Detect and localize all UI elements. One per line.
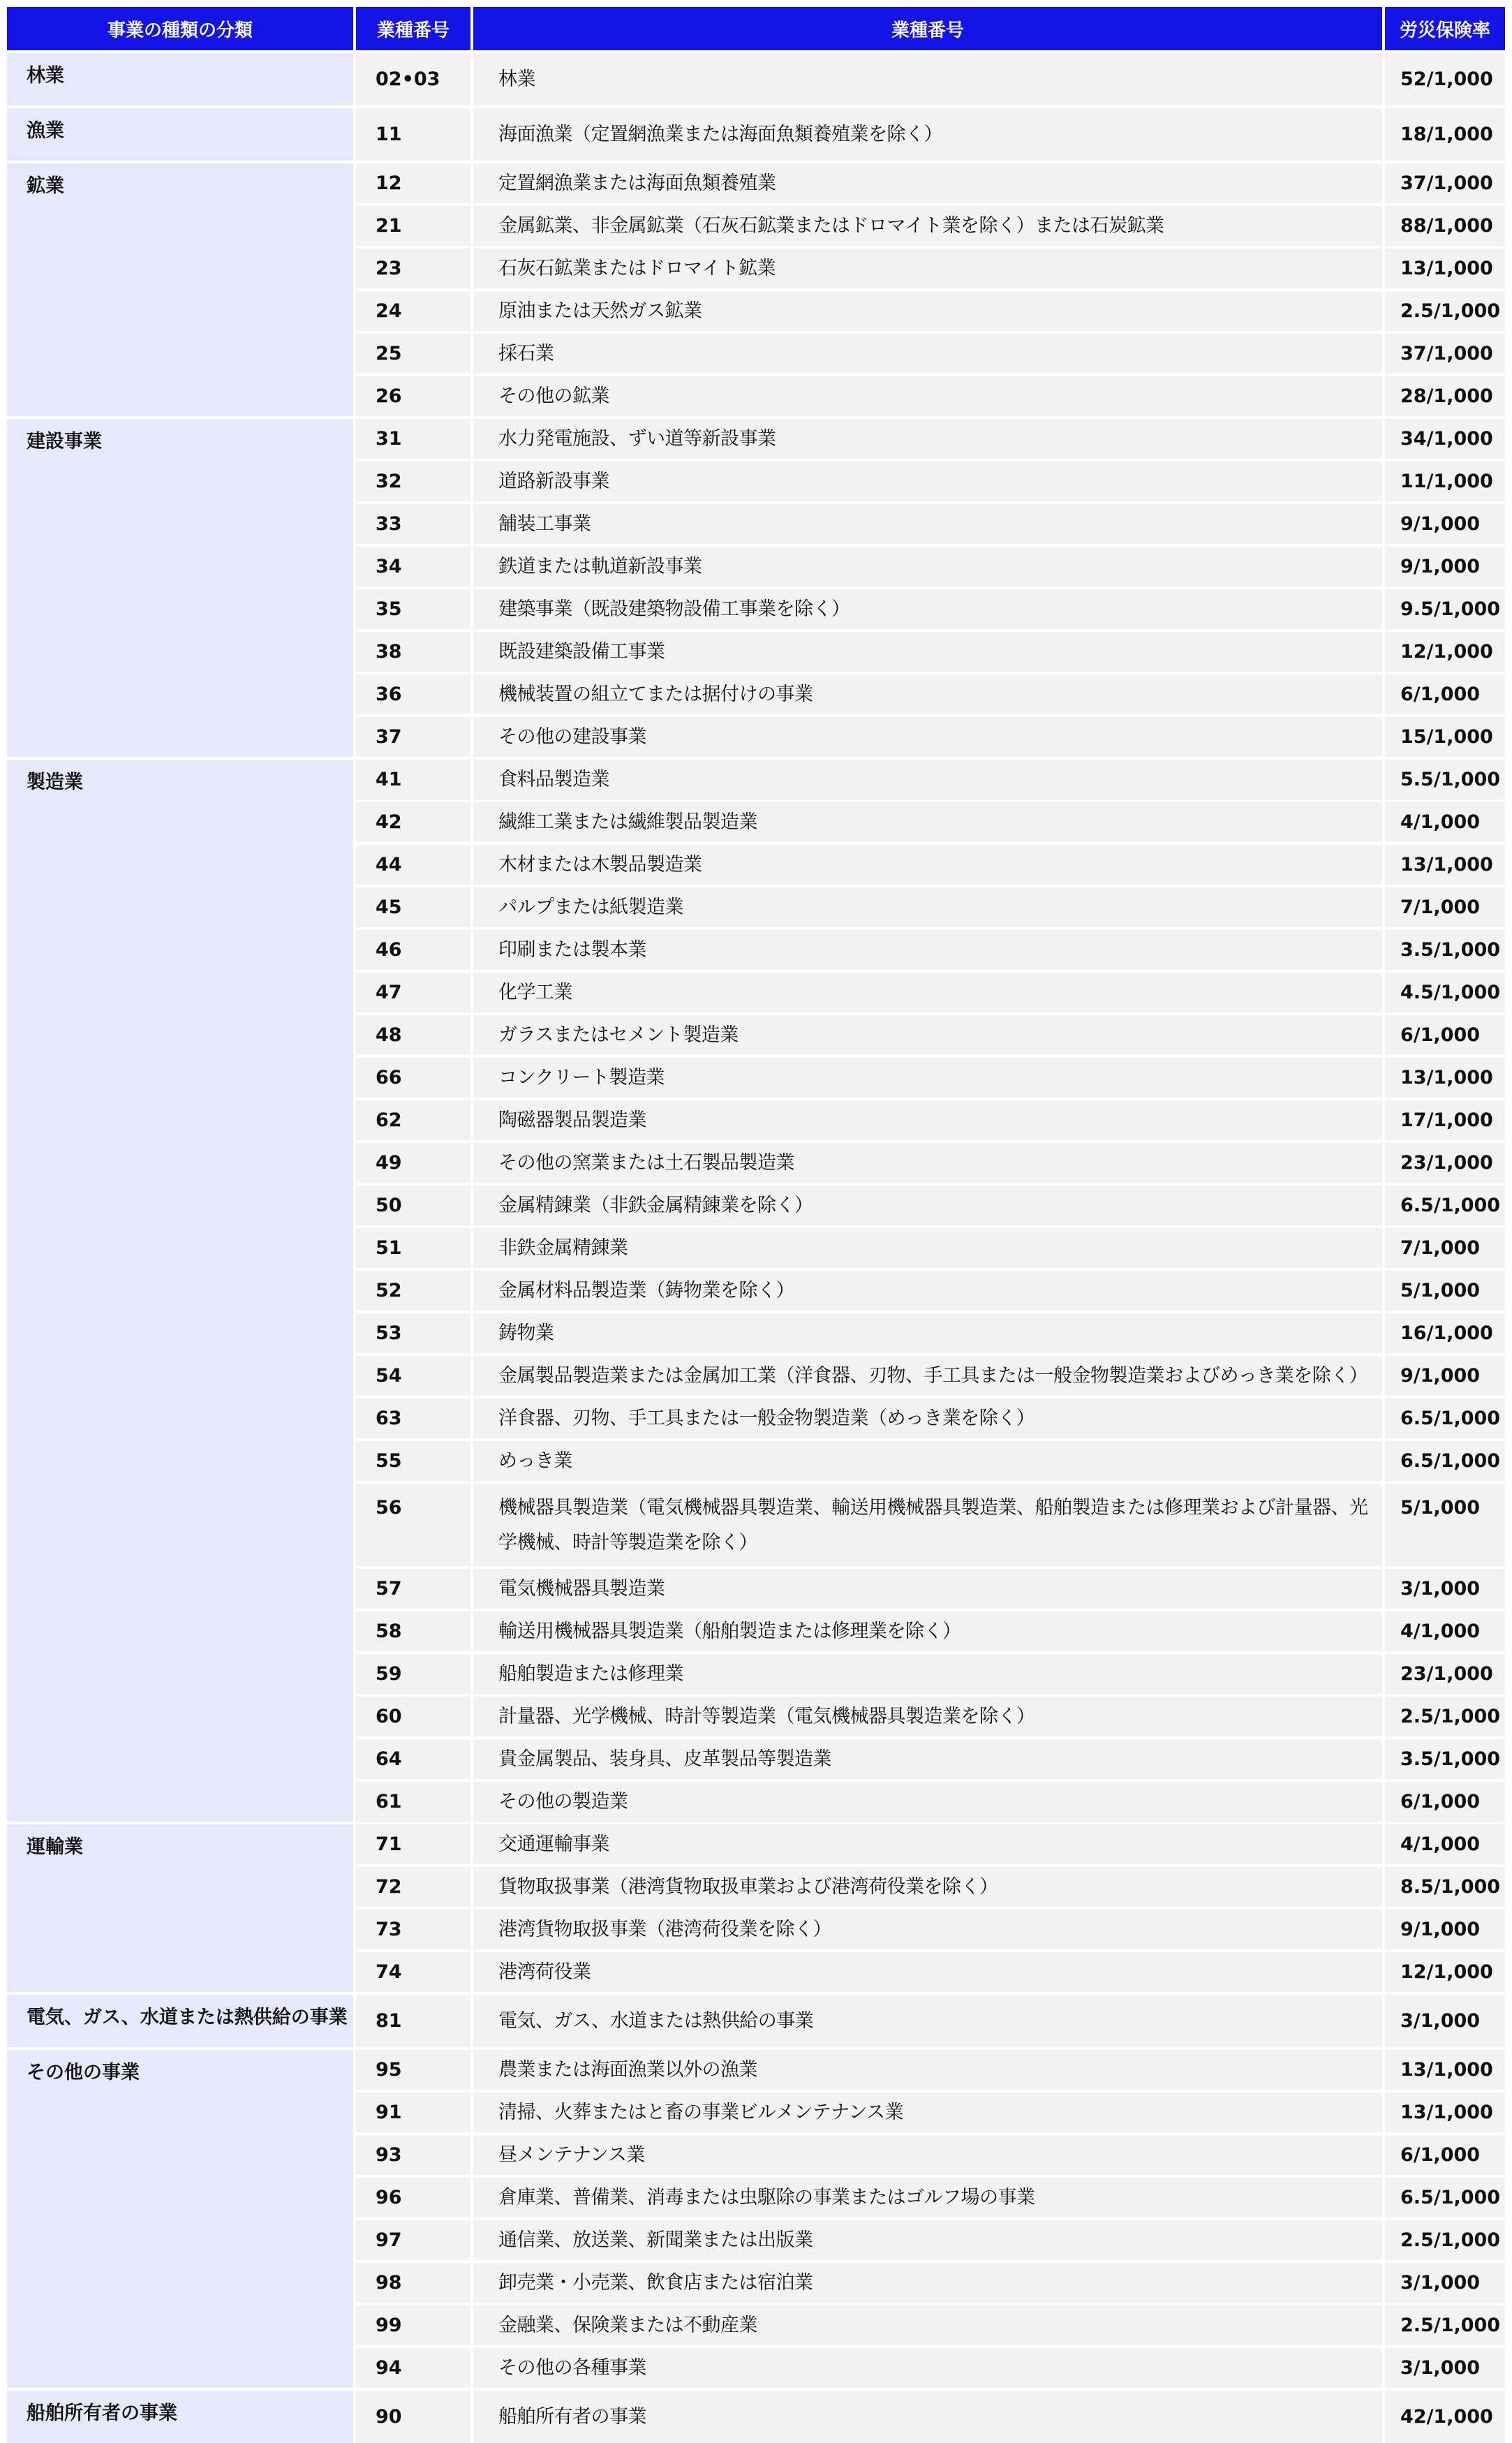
industry-code-cell: 36 <box>356 672 473 714</box>
industry-name-cell: 電気機械器具製造業 <box>473 1566 1385 1609</box>
insurance-rate-cell: 23/1,000 <box>1385 1140 1505 1183</box>
industry-name-cell: 倉庫業、普備業、消毒または虫駆除の事業またはゴルフ場の事業 <box>473 2175 1385 2217</box>
industry-code-cell: 34 <box>356 544 473 586</box>
industry-code-cell: 56 <box>356 1481 473 1566</box>
insurance-rate-cell: 13/1,000 <box>1385 246 1505 288</box>
industry-code-cell: 90 <box>356 2388 473 2443</box>
insurance-rate-cell: 17/1,000 <box>1385 1098 1505 1140</box>
industry-name-cell: ガラスまたはセメント製造業 <box>473 1012 1385 1055</box>
industry-code-cell: 51 <box>356 1225 473 1268</box>
insurance-rate-cell: 9/1,000 <box>1385 1353 1505 1396</box>
insurance-rate-cell: 6.5/1,000 <box>1385 1396 1505 1438</box>
insurance-rate-cell: 6.5/1,000 <box>1385 1438 1505 1481</box>
insurance-rate-cell: 2.5/1,000 <box>1385 1694 1505 1736</box>
insurance-rate-cell: 9/1,000 <box>1385 1907 1505 1949</box>
industry-code-cell: 64 <box>356 1736 473 1779</box>
insurance-rate-cell: 4/1,000 <box>1385 1609 1505 1651</box>
industry-code-cell: 24 <box>356 288 473 331</box>
industry-name-cell: 鋳物業 <box>473 1311 1385 1353</box>
insurance-rate-cell: 42/1,000 <box>1385 2388 1505 2443</box>
insurance-rate-cell: 3/1,000 <box>1385 2260 1505 2303</box>
industry-code-cell: 21 <box>356 203 473 246</box>
category-cell: 運輸業 <box>7 1822 356 1992</box>
industry-code-cell: 53 <box>356 1311 473 1353</box>
industry-code-cell: 71 <box>356 1822 473 1864</box>
industry-name-cell: 電気、ガス、水道または熱供給の事業 <box>473 1992 1385 2047</box>
industry-name-cell: 金属製品製造業または金属加工業（洋食器、刃物、手工具または一般金物製造業およびめっき業を除く） <box>473 1353 1385 1396</box>
industry-name-cell: その他の窯業または土石製品製造業 <box>473 1140 1385 1183</box>
category-cell: 電気、ガス、水道または熱供給の事業 <box>7 1992 356 2047</box>
industry-name-cell: 輸送用機械器具製造業（船舶製造または修理業を除く） <box>473 1609 1385 1651</box>
industry-name-cell: 機械器具製造業（電気機械器具製造業、輸送用機械器具製造業、船舶製造または修理業および計量器、光学機械、時計等製造業を除く） <box>473 1481 1385 1566</box>
insurance-rate-cell: 6.5/1,000 <box>1385 2175 1505 2217</box>
category-cell: 建設事業 <box>7 416 356 757</box>
industry-name-cell: 貨物取扱事業（港湾貨物取扱車業および港湾荷役業を除く） <box>473 1864 1385 1907</box>
industry-name-cell: 農業または海面漁業以外の漁業 <box>473 2047 1385 2090</box>
industry-code-cell: 44 <box>356 842 473 885</box>
industry-name-cell: 食料品製造業 <box>473 757 1385 799</box>
insurance-rate-cell: 18/1,000 <box>1385 105 1505 161</box>
industry-name-cell: めっき業 <box>473 1438 1385 1481</box>
industry-code-cell: 58 <box>356 1609 473 1651</box>
rate-table-container <box>7 7 1505 2443</box>
industry-name-cell: 金属鉱業、非金属鉱業（石灰石鉱業またはドロマイト業を除く）または石炭鉱業 <box>473 203 1385 246</box>
table-row <box>7 105 1505 161</box>
industry-name-cell: 採石業 <box>473 331 1385 374</box>
insurance-rate-cell: 9/1,000 <box>1385 544 1505 586</box>
industry-name-cell: その他の各種事業 <box>473 2345 1385 2388</box>
insurance-rate-cell: 37/1,000 <box>1385 161 1505 203</box>
industry-name-cell: 船舶製造または修理業 <box>473 1651 1385 1694</box>
industry-code-cell: 59 <box>356 1651 473 1694</box>
header-category: 事業の種類の分類 <box>7 7 356 50</box>
insurance-rate-cell: 5/1,000 <box>1385 1481 1505 1566</box>
insurance-rate-cell: 6/1,000 <box>1385 1779 1505 1822</box>
industry-name-cell: 港湾荷役業 <box>473 1949 1385 1992</box>
industry-name-cell: その他の鉱業 <box>473 374 1385 416</box>
industry-name-cell: 陶磁器製品製造業 <box>473 1098 1385 1140</box>
industry-name-cell: 計量器、光学機械、時計等製造業（電気機械器具製造業を除く） <box>473 1694 1385 1736</box>
industry-name-cell: 金属精錬業（非鉄金属精錬業を除く） <box>473 1183 1385 1225</box>
insurance-rate-cell: 2.5/1,000 <box>1385 2217 1505 2260</box>
category-cell: 製造業 <box>7 757 356 1822</box>
industry-name-cell: 既設建築設備工事業 <box>473 629 1385 672</box>
header-industry: 業種番号 <box>473 7 1385 50</box>
insurance-rate-cell: 6.5/1,000 <box>1385 1183 1505 1225</box>
industry-code-cell: 48 <box>356 1012 473 1055</box>
insurance-rate-cell: 28/1,000 <box>1385 374 1505 416</box>
insurance-rate-cell: 23/1,000 <box>1385 1651 1505 1694</box>
table-row <box>7 50 1505 105</box>
insurance-rate-cell: 5/1,000 <box>1385 1268 1505 1311</box>
category-cell: その他の事業 <box>7 2047 356 2388</box>
table-body <box>7 50 1505 2443</box>
industry-name-cell: 林業 <box>473 50 1385 105</box>
table-header-row <box>7 7 1505 50</box>
industry-code-cell: 98 <box>356 2260 473 2303</box>
industry-code-cell: 33 <box>356 501 473 544</box>
industry-name-cell: 機械装置の組立てまたは据付けの事業 <box>473 672 1385 714</box>
industry-name-cell: 清掃、火葬またはと畜の事業ビルメンテナンス業 <box>473 2090 1385 2132</box>
insurance-rate-cell: 11/1,000 <box>1385 459 1505 501</box>
industry-name-cell: 通信業、放送業、新聞業または出版業 <box>473 2217 1385 2260</box>
insurance-rate-cell: 4.5/1,000 <box>1385 970 1505 1012</box>
industry-code-cell: 49 <box>356 1140 473 1183</box>
category-cell: 船舶所有者の事業 <box>7 2388 356 2443</box>
insurance-rate-cell: 3/1,000 <box>1385 1566 1505 1609</box>
table-row <box>7 1822 1505 1864</box>
industry-code-cell: 02•03 <box>356 50 473 105</box>
category-cell: 漁業 <box>7 105 356 161</box>
insurance-rate-cell: 7/1,000 <box>1385 1225 1505 1268</box>
industry-code-cell: 91 <box>356 2090 473 2132</box>
industry-code-cell: 60 <box>356 1694 473 1736</box>
industry-name-cell: 非鉄金属精錬業 <box>473 1225 1385 1268</box>
industry-code-cell: 72 <box>356 1864 473 1907</box>
industry-code-cell: 26 <box>356 374 473 416</box>
insurance-rate-cell: 2.5/1,000 <box>1385 2303 1505 2345</box>
industry-name-cell: 定置網漁業または海面魚類養殖業 <box>473 161 1385 203</box>
table-row <box>7 2388 1505 2443</box>
insurance-rate-cell: 9/1,000 <box>1385 501 1505 544</box>
industry-name-cell: 道路新設事業 <box>473 459 1385 501</box>
industry-name-cell: 繊維工業または繊維製品製造業 <box>473 799 1385 842</box>
workers-comp-rate-table <box>7 7 1505 2443</box>
table-row <box>7 416 1505 459</box>
industry-name-cell: 金融業、保険業または不動産業 <box>473 2303 1385 2345</box>
industry-code-cell: 25 <box>356 331 473 374</box>
industry-name-cell: 化学工業 <box>473 970 1385 1012</box>
category-cell: 鉱業 <box>7 161 356 416</box>
insurance-rate-cell: 4/1,000 <box>1385 1822 1505 1864</box>
industry-name-cell: その他の製造業 <box>473 1779 1385 1822</box>
industry-code-cell: 54 <box>356 1353 473 1396</box>
insurance-rate-cell: 13/1,000 <box>1385 842 1505 885</box>
industry-code-cell: 23 <box>356 246 473 288</box>
industry-code-cell: 99 <box>356 2303 473 2345</box>
industry-code-cell: 63 <box>356 1396 473 1438</box>
industry-name-cell: コンクリート製造業 <box>473 1055 1385 1098</box>
insurance-rate-cell: 3.5/1,000 <box>1385 927 1505 970</box>
industry-code-cell: 97 <box>356 2217 473 2260</box>
industry-code-cell: 61 <box>356 1779 473 1822</box>
industry-name-cell: 印刷または製本業 <box>473 927 1385 970</box>
insurance-rate-cell: 3.5/1,000 <box>1385 1736 1505 1779</box>
category-cell: 林業 <box>7 50 356 105</box>
industry-name-cell: パルプまたは紙製造業 <box>473 885 1385 927</box>
industry-code-cell: 31 <box>356 416 473 459</box>
industry-name-cell: 木材または木製品製造業 <box>473 842 1385 885</box>
industry-code-cell: 50 <box>356 1183 473 1225</box>
industry-code-cell: 73 <box>356 1907 473 1949</box>
table-row <box>7 1992 1505 2047</box>
insurance-rate-cell: 13/1,000 <box>1385 1055 1505 1098</box>
insurance-rate-cell: 12/1,000 <box>1385 629 1505 672</box>
industry-name-cell: 舗装工事業 <box>473 501 1385 544</box>
insurance-rate-cell: 16/1,000 <box>1385 1311 1505 1353</box>
insurance-rate-cell: 6/1,000 <box>1385 1012 1505 1055</box>
insurance-rate-cell: 5.5/1,000 <box>1385 757 1505 799</box>
industry-name-cell: 建築事業（既設建築物設備工事業を除く） <box>473 586 1385 629</box>
table-row <box>7 2047 1505 2090</box>
insurance-rate-cell: 2.5/1,000 <box>1385 288 1505 331</box>
industry-name-cell: 船舶所有者の事業 <box>473 2388 1385 2443</box>
industry-name-cell: 原油または天然ガス鉱業 <box>473 288 1385 331</box>
table-row <box>7 161 1505 203</box>
industry-name-cell: 鉄道または軌道新設事業 <box>473 544 1385 586</box>
insurance-rate-cell: 3/1,000 <box>1385 1992 1505 2047</box>
industry-code-cell: 46 <box>356 927 473 970</box>
insurance-rate-cell: 8.5/1,000 <box>1385 1864 1505 1907</box>
header-rate: 労災保険率 <box>1385 7 1505 50</box>
industry-code-cell: 37 <box>356 714 473 757</box>
industry-name-cell: 貴金属製品、装身具、皮革製品等製造業 <box>473 1736 1385 1779</box>
industry-code-cell: 11 <box>356 105 473 161</box>
industry-code-cell: 12 <box>356 161 473 203</box>
industry-code-cell: 93 <box>356 2132 473 2175</box>
industry-name-cell: 海面漁業（定置網漁業または海面魚類養殖業を除く） <box>473 105 1385 161</box>
insurance-rate-cell: 34/1,000 <box>1385 416 1505 459</box>
insurance-rate-cell: 13/1,000 <box>1385 2047 1505 2090</box>
industry-code-cell: 66 <box>356 1055 473 1098</box>
insurance-rate-cell: 4/1,000 <box>1385 799 1505 842</box>
insurance-rate-cell: 13/1,000 <box>1385 2090 1505 2132</box>
industry-name-cell: 港湾貨物取扱事業（港湾荷役業を除く） <box>473 1907 1385 1949</box>
header-code: 業種番号 <box>356 7 473 50</box>
insurance-rate-cell: 37/1,000 <box>1385 331 1505 374</box>
industry-code-cell: 35 <box>356 586 473 629</box>
industry-code-cell: 55 <box>356 1438 473 1481</box>
industry-name-cell: 金属材料品製造業（鋳物業を除く） <box>473 1268 1385 1311</box>
table-row <box>7 757 1505 799</box>
insurance-rate-cell: 9.5/1,000 <box>1385 586 1505 629</box>
industry-code-cell: 38 <box>356 629 473 672</box>
insurance-rate-cell: 52/1,000 <box>1385 50 1505 105</box>
insurance-rate-cell: 12/1,000 <box>1385 1949 1505 1992</box>
industry-code-cell: 95 <box>356 2047 473 2090</box>
industry-code-cell: 41 <box>356 757 473 799</box>
industry-code-cell: 42 <box>356 799 473 842</box>
industry-code-cell: 45 <box>356 885 473 927</box>
insurance-rate-cell: 7/1,000 <box>1385 885 1505 927</box>
industry-code-cell: 47 <box>356 970 473 1012</box>
industry-name-cell: その他の建設事業 <box>473 714 1385 757</box>
industry-code-cell: 32 <box>356 459 473 501</box>
insurance-rate-cell: 15/1,000 <box>1385 714 1505 757</box>
industry-code-cell: 96 <box>356 2175 473 2217</box>
insurance-rate-cell: 3/1,000 <box>1385 2345 1505 2388</box>
industry-name-cell: 昼メンテナンス業 <box>473 2132 1385 2175</box>
industry-name-cell: 交通運輸事業 <box>473 1822 1385 1864</box>
industry-name-cell: 洋食器、刃物、手工具または一般金物製造業（めっき業を除く） <box>473 1396 1385 1438</box>
industry-code-cell: 57 <box>356 1566 473 1609</box>
industry-code-cell: 52 <box>356 1268 473 1311</box>
industry-code-cell: 62 <box>356 1098 473 1140</box>
industry-code-cell: 81 <box>356 1992 473 2047</box>
industry-name-cell: 卸売業・小売業、飲食店または宿泊業 <box>473 2260 1385 2303</box>
industry-name-cell: 水力発電施設、ずい道等新設事業 <box>473 416 1385 459</box>
industry-name-cell: 石灰石鉱業またはドロマイト鉱業 <box>473 246 1385 288</box>
insurance-rate-cell: 6/1,000 <box>1385 2132 1505 2175</box>
insurance-rate-cell: 6/1,000 <box>1385 672 1505 714</box>
insurance-rate-cell: 88/1,000 <box>1385 203 1505 246</box>
industry-code-cell: 74 <box>356 1949 473 1992</box>
industry-code-cell: 94 <box>356 2345 473 2388</box>
